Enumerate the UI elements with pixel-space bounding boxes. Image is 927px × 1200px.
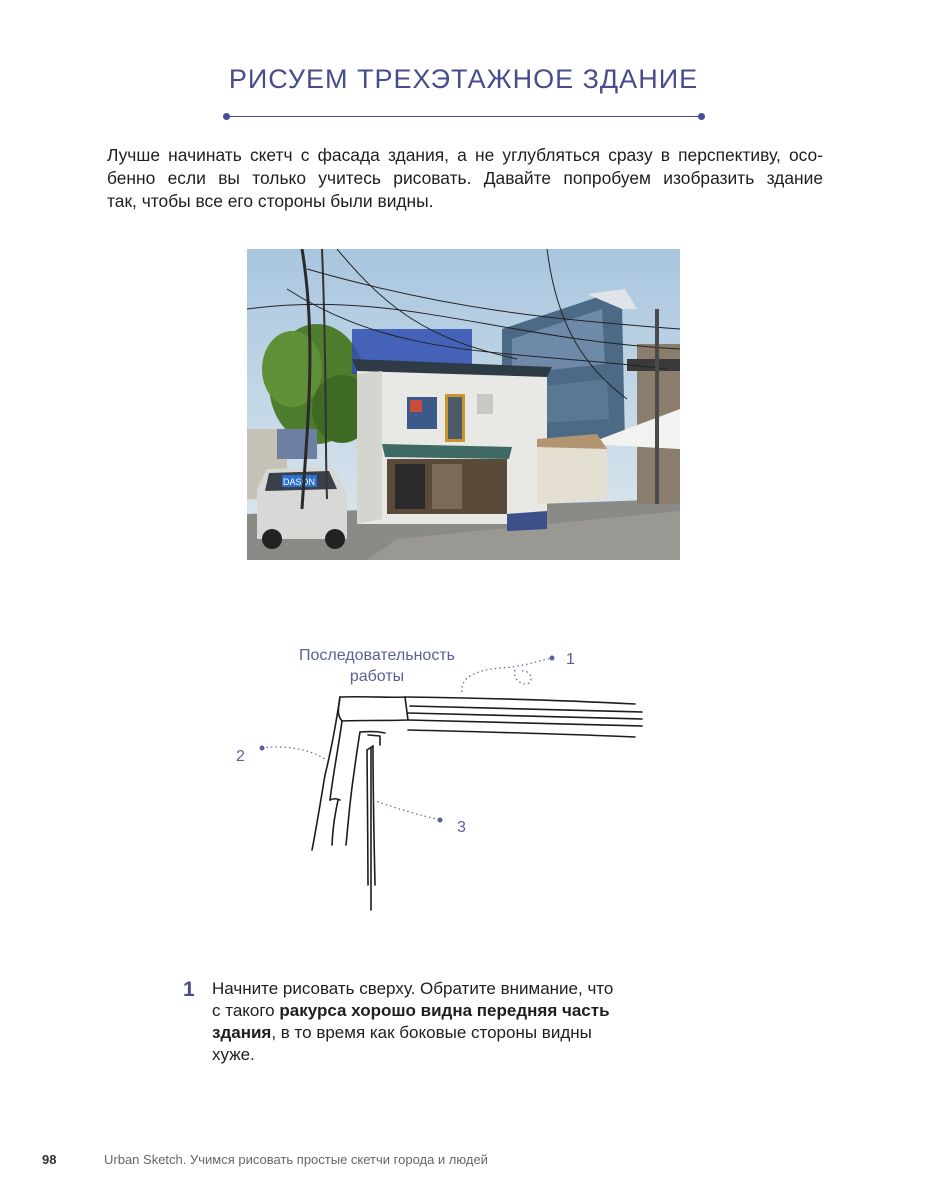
annotation-line: работы <box>349 668 405 685</box>
title-divider <box>226 116 702 117</box>
divider-dot-right <box>698 113 705 120</box>
step-text <box>212 978 650 1066</box>
step-text-plain: , в то время как боковые стороны видны <box>271 1023 592 1042</box>
step-line: хуже. <box>212 1045 255 1064</box>
section-title: РИСУЕМ ТРЕХЭТАЖНОЕ ЗДАНИЕ <box>228 64 699 94</box>
running-footer: Urban Sketch. Учимся рисовать простые скетчи города и людей <box>104 1152 488 1167</box>
car-sign-text: DASON <box>282 477 316 487</box>
step-text-bold: здания <box>212 1023 272 1042</box>
building-photo <box>247 249 680 560</box>
intro-line: Лучше начинать скетч с фасада здания, а не углубляться сразу в перспективу, осо- <box>107 145 823 165</box>
step-line <box>212 1022 650 1044</box>
step-number: 1 <box>183 978 195 1001</box>
label-1: 1 <box>566 651 575 668</box>
page-number: 98 <box>42 1152 57 1167</box>
step-text-plain: с такого <box>212 1001 280 1020</box>
step-text-bold: ракурса хорошо видна передняя часть <box>279 1001 610 1020</box>
label-3: 3 <box>457 819 466 836</box>
divider-dot-left <box>223 113 230 120</box>
step-line: Начните рисовать сверху. Обратите внимание, что <box>212 979 614 998</box>
label-2: 2 <box>236 748 245 765</box>
roof-sketch <box>230 640 660 915</box>
step-line <box>212 1000 650 1022</box>
intro-line: бенно если вы только учитесь рисовать. Давайте попробуем изобразить здание <box>107 168 823 188</box>
intro-line: так, чтобы все его стороны были видны. <box>107 191 434 211</box>
intro-paragraph <box>107 144 823 213</box>
annotation-line: Последовательность <box>299 647 455 664</box>
